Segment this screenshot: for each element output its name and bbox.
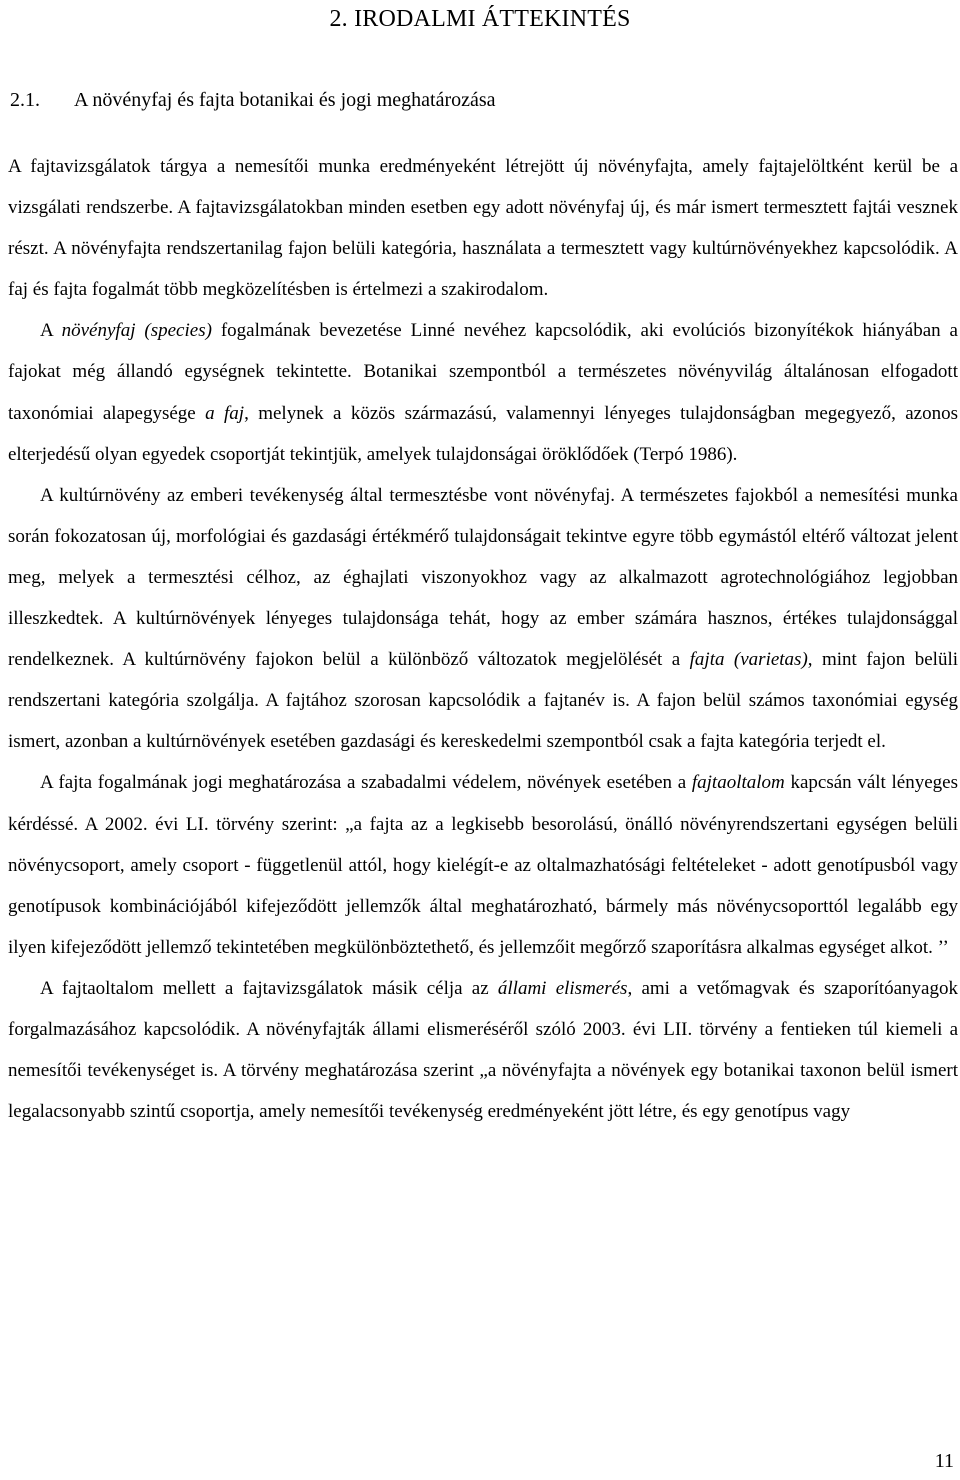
paragraph-3 (8, 475, 958, 763)
section-heading (10, 86, 496, 114)
paragraph-5 (8, 968, 958, 1132)
paragraph-4-text: kapcsán vált lényeges kérdéssé. A 2002. évi LI. törvény szerint: „a fajta az a legkisebb besorolású, önálló növényrendszertani egységen belüli növénycsoport, amely csoport - függetlenül attól, hogy kielégít-e az oltalmazhatósági feltételeket - adott genotípusból vagy genotípusok kombinációjából kifejeződött jellemzők által meghatározható, bármely más növénycsoporttól legalább egy ilyen kifejeződött jellemző tekintetében megkülönböztethető, és jellemzőit megőrző szaporításra alkalmas egységet alkot. ’’ (8, 772, 958, 958)
term-species: növényfaj (species) (61, 320, 212, 342)
body-text (8, 146, 958, 1132)
term-fajtaoltalom: fajtaoltalom (691, 772, 785, 794)
term-faj: a faj (205, 402, 245, 424)
paragraph-3-text: , mint fajon belüli rendszertani kategória szolgálja. A fajtához szorosan kapcsolódik a fajtanév is. A fajon belül számos taxonómiai egység ismert, azonban a kultúrnövények esetében gazdasági és kereskedelmi szempontból csak a fajta kategória terjedt el. (8, 649, 959, 753)
paragraph-2-text: A (40, 320, 62, 342)
paragraph-3-text: A kultúrnövény az emberi tevékenység által termesztésbe vont növényfaj. A természetes fajokból a nemesítési munka során fokozatosan új, morfológiai és gazdasági értékmérő tulajdonságait tekintve egyre több egymástól eltérő változat jelent meg, melyek a termesztési célhoz, az éghajlati viszonyokhoz vagy az alkalmazott agrotechnológiához legjobban illeszkedtek. A kultúrnövények lényeges tulajdonsága tehát, hogy az ember számára hasznos, értékes tulajdonsággal rendelkeznek. A kultúrnövény fajokon belül a különböző változatok megjelölését a (8, 484, 958, 671)
chapter-title: 2. IRODALMI ÁTTEKINTÉS (329, 6, 631, 32)
paragraph-5-text: A fajtaoltalom mellett a fajtavizsgálatok másik célja az (40, 977, 498, 999)
term-allami-elismeres: állami elismerés (497, 977, 628, 999)
section-number: 2.1. (10, 89, 40, 111)
paragraph-2 (8, 310, 958, 474)
section-title: A növényfaj és fajta botanikai és jogi meghatározása (74, 89, 496, 111)
paragraph-4-text: A fajta fogalmának jogi meghatározása a szabadalmi védelem, növények esetében a (40, 772, 692, 794)
paragraph-2-text: , melynek a közös származású, valamennyi lényeges tulajdonságban megegyező, azonos elterjedésű olyan egyedek csoportját tekintjük, amelyek tulajdonságai öröklődőek (Terpó 1986). (8, 402, 958, 465)
paragraph-5-text: , ami a vetőmagvak és szaporítóanyagok forgalmazásához kapcsolódik. A növényfajták állami elismeréséről szóló 2003. évi LII. törvény a fentieken túl kiemeli a nemesítői tevékenységet is. A törvény meghatározása szerint „a növényfajta a növények egy botanikai taxonon belül ismert legalacsonyabb szintű csoportja, amely nemesítői tevékenység eredményeként jött létre, és egy genotípus vagy (8, 977, 958, 1123)
paragraph-4 (8, 762, 958, 967)
paragraph-2-text: fogalmának bevezetése Linné nevéhez kapcsolódik, aki evolúciós bizonyítékok hiányában a fajokat még állandó egységnek tekintette. Botanikai szempontból a természetes növényvilág általánosan elfogadott taxonómiai alapegysége (8, 320, 958, 424)
paragraph-1: A fajtavizsgálatok tárgya a nemesítői munka eredményeként létrejött új növényfajta, amely fajtajelöltként kerül be a vizsgálati rendszerbe. A fajtavizsgálatokban minden esetben egy adott növényfaj új, és már ismert termesztett fajtái vesznek részt. A növényfajta rendszertanilag fajon belüli kategória, használata a termesztett vagy kultúrnövényekhez kapcsolódik. A faj és fajta fogalmát több megközelítésben is értelmezi a szakirodalom. (8, 156, 958, 301)
page-number: 11 (934, 1450, 954, 1472)
term-varietas: fajta (varietas) (689, 649, 808, 671)
